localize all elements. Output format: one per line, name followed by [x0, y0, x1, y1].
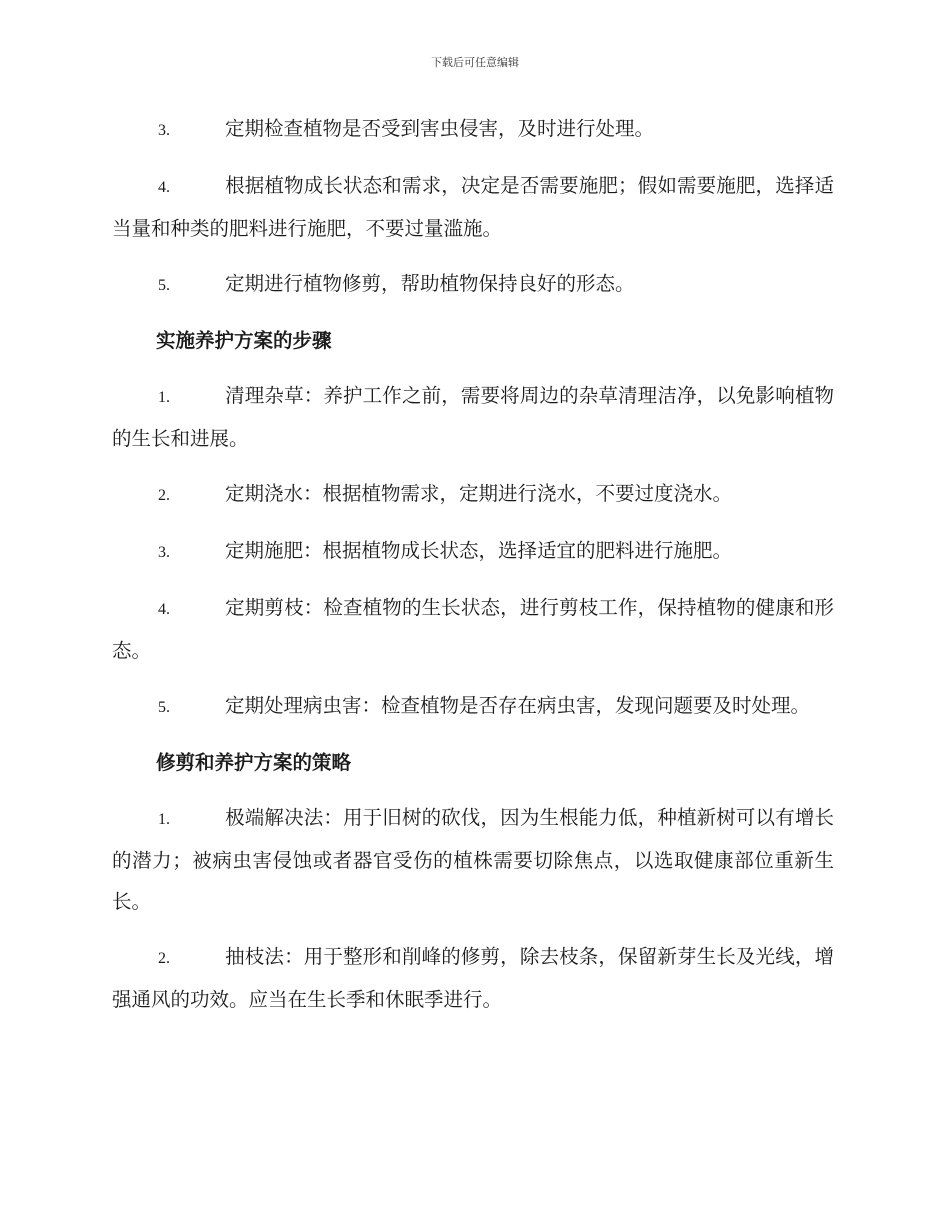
item-number: 5.: [158, 699, 170, 716]
list-item: [112, 375, 834, 459]
item-text: 根据植物成长状态和需求，决定是否需要施肥；假如需要施肥，选择适当量和种类的肥料进行施肥，不要过量滥施。: [112, 174, 834, 240]
item-number: 2.: [158, 487, 170, 504]
section-heading: 实施养护方案的步骤: [156, 329, 332, 352]
list-item: [112, 263, 834, 306]
item-text: 定期进行植物修剪，帮助植物保持良好的形态。: [225, 272, 635, 295]
item-number: 3.: [158, 122, 170, 139]
item-number: 2.: [158, 950, 170, 967]
item-text: 定期处理病虫害：检查植物是否存在病虫害，发现问题要及时处理。: [225, 694, 811, 717]
item-number: 5.: [158, 277, 170, 294]
page-header-note: 下载后可任意编辑: [431, 56, 519, 69]
list-item: [112, 473, 834, 516]
item-text: 定期剪枝：检查植物的生长状态，进行剪枝工作，保持植物的健康和形态。: [112, 596, 834, 662]
list-item: [112, 797, 834, 922]
item-number: 4.: [158, 179, 170, 196]
item-number: 3.: [158, 544, 170, 561]
item-text: 清理杂草：养护工作之前，需要将周边的杂草清理洁净，以免影响植物的生长和进展。: [112, 384, 834, 450]
list-item: [112, 165, 834, 249]
list-item: [112, 530, 834, 573]
list-item: [112, 587, 834, 671]
item-text: 定期浇水：根据植物需求，定期进行浇水，不要过度浇水。: [225, 482, 733, 505]
item-number: 4.: [158, 601, 170, 618]
section-heading: 修剪和养护方案的策略: [156, 751, 352, 774]
document-body: [112, 108, 834, 1034]
list-item: [112, 685, 834, 728]
item-number: 1.: [158, 389, 170, 406]
item-text: 定期检查植物是否受到害虫侵害，及时进行处理。: [225, 117, 655, 140]
item-text: 定期施肥：根据植物成长状态，选择适宜的肥料进行施肥。: [225, 539, 733, 562]
list-item: [112, 108, 834, 151]
item-text: 极端解决法：用于旧树的砍伐，因为生根能力低，种植新树可以有增长的潜力；被病虫害侵蚀或者器官受伤的植株需要切除焦点，以选取健康部位重新生长。: [112, 806, 834, 913]
item-number: 1.: [158, 811, 170, 828]
list-item: [112, 936, 834, 1020]
item-text: 抽枝法：用于整形和削峰的修剪，除去枝条，保留新芽生长及光线，增强通风的功效。应当在生长季和休眠季进行。: [112, 945, 834, 1011]
